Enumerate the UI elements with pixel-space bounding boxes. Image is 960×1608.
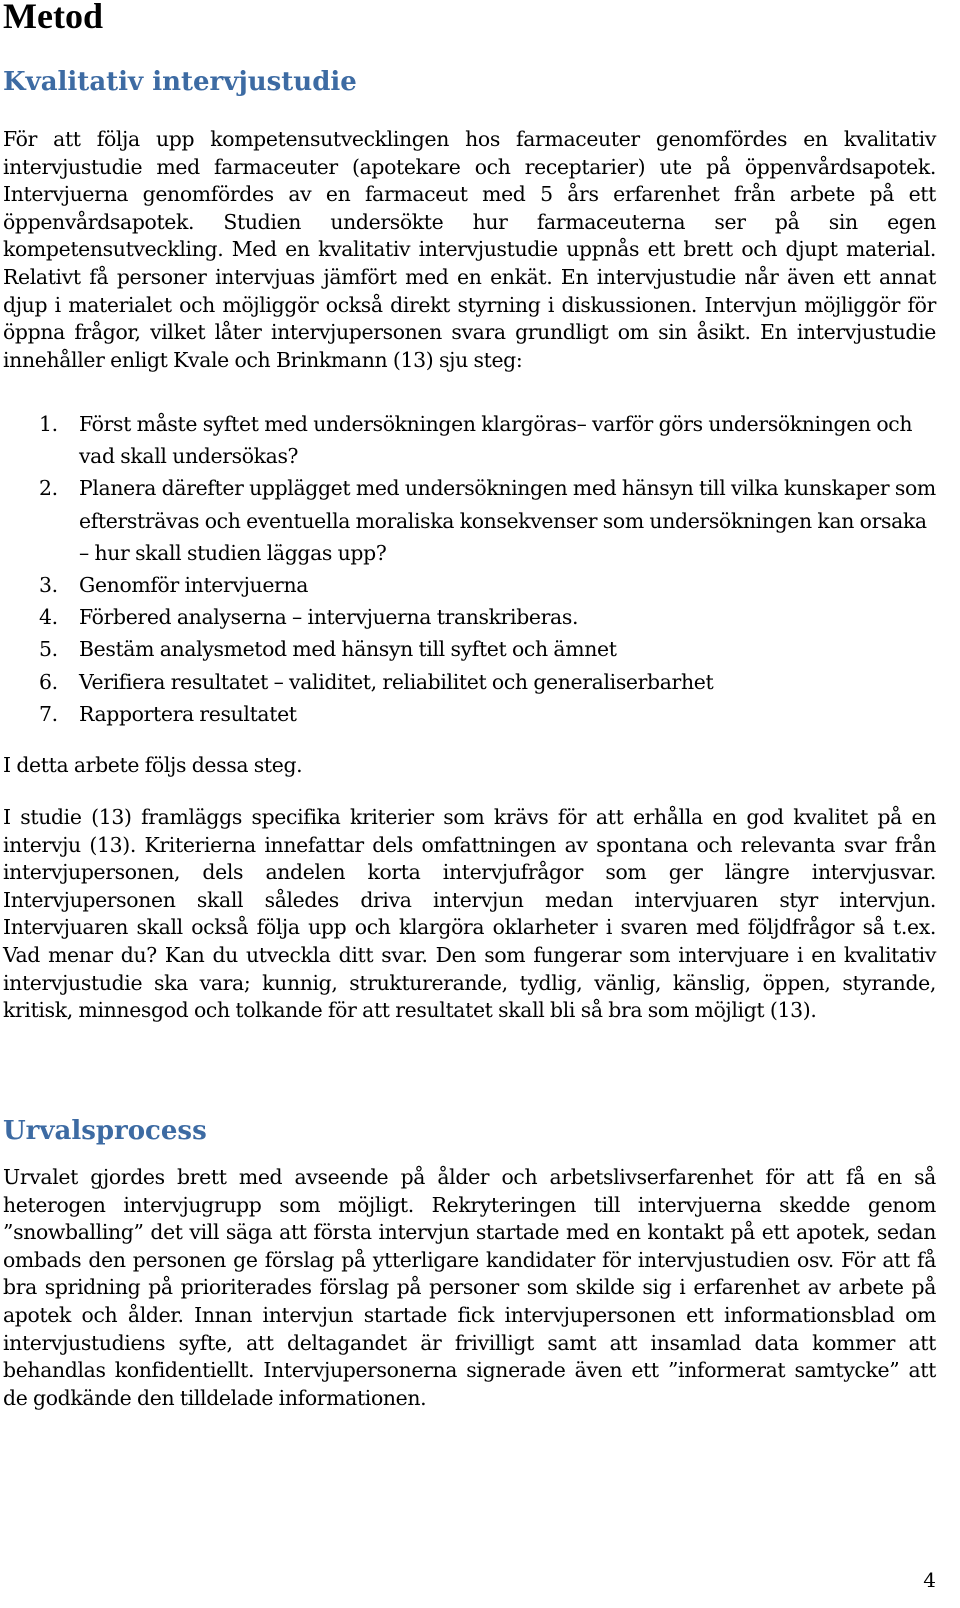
section-heading-qualitative-interview-study: Kvalitativ intervjustudie: [3, 67, 357, 97]
list-item-text: Förbered analyserna – intervjuerna transkriberas.: [79, 605, 579, 630]
list-item-number: 5.: [39, 637, 58, 662]
list-item-text: Genomför intervjuerna: [79, 573, 309, 598]
intro-paragraph: För att följa upp kompetensutvecklingen hos farmaceuter genomfördes en kvalitativ intervjustudie med farmaceuter (apotekare och receptarier) ute på öppenvårdsapotek. Intervjuerna genomfördes av en farmaceut med 5 års erfarenhet från arbete på ett öppenvårdsapotek. Studien undersökte hur farmaceuterna ser på sin egen kompetensutveckling. Med en kvalitativ intervjustudie uppnås ett brett och djupt material. Relativt få personer intervjuas jämfört med en enkät. En intervjustudie når även ett annat djup i materialet och möjliggör också direkt styrning i diskussionen. Intervjun möjliggör för öppna frågor, vilket låter intervjupersonen svara grundligt om sin åsikt. En intervjustudie innehåller enligt Kvale och Brinkmann (13) sju steg:: [3, 127, 936, 372]
list-item: [3, 601, 936, 633]
list-item: [3, 698, 936, 730]
list-item-text: Först måste syftet med undersökningen klargöras– varför görs undersökningen och vad skall undersökas?: [79, 412, 913, 469]
criteria-paragraph: I studie (13) framläggs specifika kriterier som krävs för att erhålla en god kvalitet på en intervju (13). Kriterierna innefattar dels omfattningen av spontana och relevanta svar från intervjupersonen, dels andelen korta intervjufrågor som ger längre intervjusvar. Intervjupersonen skall således driva intervjun medan intervjuaren styr intervjun. Intervjuaren skall också följa upp och klargöra oklarheter i svaren med följdfrågor så t.ex. Vad menar du? Kan du utveckla ditt svar. Den som fungerar som intervjuare i en kvalitativ intervjustudie ska vara; kunnig, strukturerande, tydlig, vänlig, känslig, öppen, styrande, kritisk, minnesgod och tolkande för att resultatet skall bli så bra som möjligt (13).: [3, 805, 936, 1023]
list-item: [3, 408, 936, 472]
list-item-number: 4.: [39, 605, 58, 630]
page-number: 4: [923, 1568, 936, 1592]
list-item: [3, 666, 936, 698]
steps-list: [3, 408, 936, 730]
list-item-number: 3.: [39, 573, 58, 598]
list-item: [3, 633, 936, 665]
list-item-number: 7.: [39, 701, 58, 726]
list-item: [3, 569, 936, 601]
list-item: [3, 472, 936, 569]
follow-up-sentence: I detta arbete följs dessa steg.: [3, 753, 303, 777]
page-title: Metod: [3, 0, 103, 36]
list-item-number: 2.: [39, 476, 58, 501]
list-item-text: Bestäm analysmetod med hänsyn till syftet och ämnet: [79, 637, 617, 662]
list-item-text: Rapportera resultatet: [79, 701, 297, 726]
selection-paragraph: Urvalet gjordes brett med avseende på ålder och arbetslivserfarenhet för att få en så heterogen intervjugrupp som möjligt. Rekryteringen till intervjuerna skedde genom ”snowballing” det vill säga att första intervjun startade med en kontakt på ett apotek, sedan ombads den personen ge förslag på ytterligare kandidater för intervjustudien osv. För att få bra spridning på prioriterades förslag på personer som skilde sig i erfarenhet av arbete på apotek och ålder. Innan intervjun startade fick intervjupersonen ett informationsblad om intervjustudiens syfte, att deltagandet är frivilligt samt att insamlad data kommer att behandlas konfidentiellt. Intervjupersonerna signerade även ett ”informerat samtycke” att de godkände den tilldelade informationen.: [3, 1165, 936, 1410]
list-item-number: 6.: [39, 669, 58, 694]
section-heading-selection-process: Urvalsprocess: [3, 1116, 207, 1146]
list-item-text: Verifiera resultatet – validitet, reliabilitet och generaliserbarhet: [79, 669, 714, 694]
list-item-number: 1.: [39, 412, 58, 436]
list-item-text: Planera därefter upplägget med undersökningen med hänsyn till vilka kunskaper som eftersträvas och eventuella moraliska konsekvenser som undersökningen kan orsaka – hur skall studien läggas upp?: [79, 476, 936, 565]
